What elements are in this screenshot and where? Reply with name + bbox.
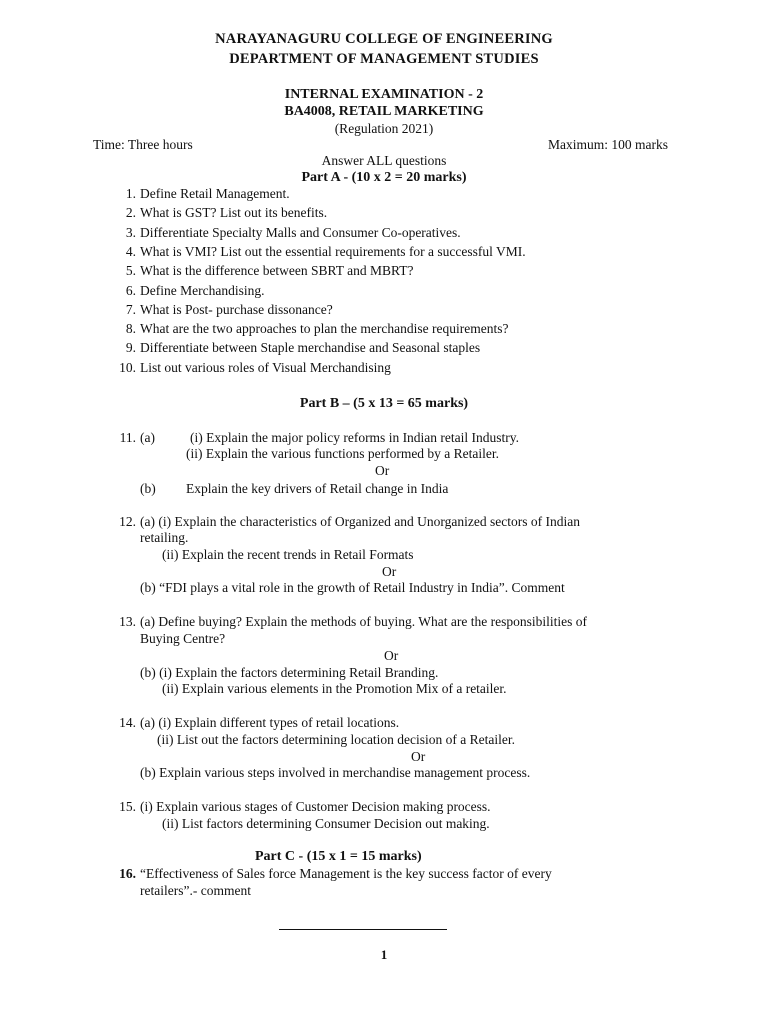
option-label: (b) [140, 481, 156, 496]
question-text: Differentiate Specialty Malls and Consumer Co-operatives. [140, 225, 461, 240]
footer-rule [279, 929, 447, 930]
question-number: 10. [119, 360, 136, 375]
question-number: 14. [119, 715, 136, 730]
question-text: (a) (i) Explain different types of retail locations. [140, 715, 400, 730]
course-title: BA4008, RETAIL MARKETING [284, 104, 484, 119]
question-number: 11. [119, 430, 136, 445]
question-text: (ii) Explain the various functions performed by a Retailer. [186, 446, 500, 461]
question-number: 13. [119, 614, 136, 629]
department-name: DEPARTMENT OF MANAGEMENT STUDIES [229, 51, 539, 67]
question-text: (ii) Explain various elements in the Promotion Mix of a retailer. [162, 681, 507, 696]
question-text: retailing. [140, 530, 189, 545]
question-text: Define Merchandising. [140, 283, 265, 298]
question-text: Define Retail Management. [140, 186, 290, 201]
question-text: What is the difference between SBRT and MBRT? [140, 263, 414, 278]
question-text: What is Post- purchase dissonance? [140, 302, 333, 317]
question-text: (ii) List out the factors determining location decision of a Retailer. [157, 732, 516, 747]
question-number: 6. [125, 283, 136, 298]
question-text: What is VMI? List out the essential requirements for a successful VMI. [140, 244, 526, 259]
question-text: Buying Centre? [140, 631, 226, 646]
question-text: Explain the key drivers of Retail change in India [186, 481, 449, 496]
question-number: 15. [119, 799, 136, 814]
question-text: (ii) Explain the recent trends in Retail Formats [162, 547, 414, 562]
question-number: 3. [125, 225, 136, 240]
question-number: 8. [125, 321, 136, 336]
question-text: List out various roles of Visual Merchandising [140, 360, 391, 375]
or-separator: Or [411, 749, 426, 764]
question-text: Differentiate between Staple merchandise and Seasonal staples [140, 340, 481, 355]
time-allowed: Time: Three hours [93, 137, 193, 152]
question-number: 5. [125, 263, 136, 278]
instruction: Answer ALL questions [321, 153, 447, 168]
question-text: What is GST? List out its benefits. [140, 205, 328, 220]
question-text: (b) Explain various steps involved in merchandise management process. [140, 765, 531, 780]
regulation: (Regulation 2021) [334, 121, 434, 136]
question-number: 12. [119, 514, 136, 529]
question-text: (ii) List factors determining Consumer Decision out making. [162, 816, 490, 831]
question-number: 1. [125, 186, 136, 201]
part-a-title: Part A - (10 x 2 = 20 marks) [301, 170, 467, 185]
question-text: What are the two approaches to plan the merchandise requirements? [140, 321, 509, 336]
question-number: 16. [119, 866, 136, 881]
option-label: (a) [140, 430, 155, 445]
question-text: retailers”.- comment [140, 883, 251, 898]
question-number: 9. [125, 340, 136, 355]
or-separator: Or [382, 564, 397, 579]
part-b-title: Part B – (5 x 13 = 65 marks) [299, 396, 469, 411]
part-c-title: Part C - (15 x 1 = 15 marks) [255, 849, 422, 864]
question-text: (a) (i) Explain the characteristics of Organized and Unorganized sectors of Indian [140, 514, 580, 529]
question-number: 4. [125, 244, 136, 259]
max-marks: Maximum: 100 marks [548, 137, 668, 152]
question-text: (i) Explain various stages of Customer Decision making process. [140, 799, 491, 814]
question-number: 2. [125, 205, 136, 220]
question-text: (a) Define buying? Explain the methods of buying. What are the responsibilities of [140, 614, 588, 629]
page-number: 1 [380, 947, 388, 962]
college-name: NARAYANAGURU COLLEGE OF ENGINEERING [215, 31, 553, 47]
or-separator: Or [384, 648, 399, 663]
question-text: “Effectiveness of Sales force Management is the key success factor of every [140, 866, 552, 881]
question-text: (i) Explain the major policy reforms in Indian retail Industry. [190, 430, 520, 445]
exam-title: INTERNAL EXAMINATION - 2 [284, 87, 484, 102]
or-separator: Or [375, 463, 390, 478]
question-text: (b) “FDI plays a vital role in the growth of Retail Industry in India”. Comment [140, 580, 565, 595]
question-text: (b) (i) Explain the factors determining Retail Branding. [140, 665, 439, 680]
question-number: 7. [125, 302, 136, 317]
